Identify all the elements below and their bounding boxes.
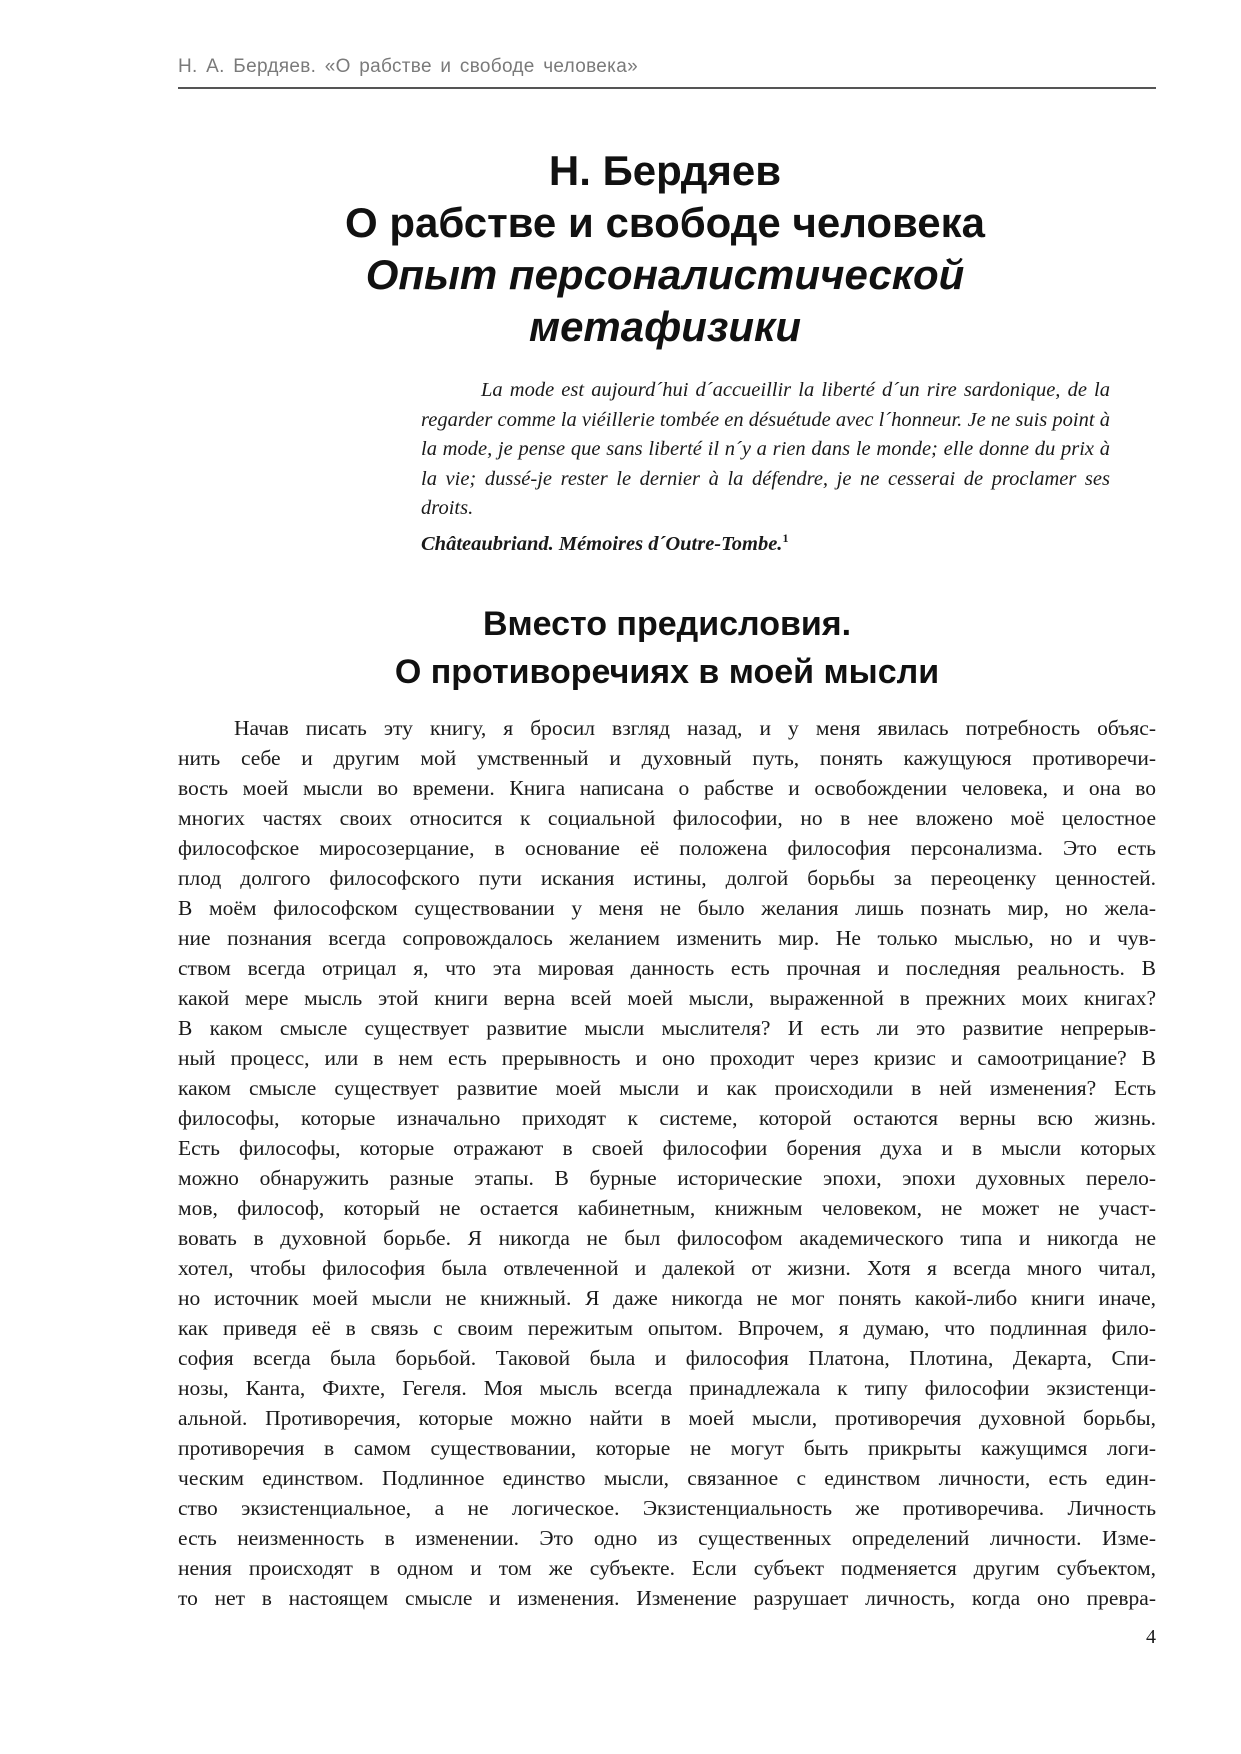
epigraph-line: elle donne du prix à la vie; dussé-je rester le dernier à la défendre, je ne — [421, 438, 1110, 490]
body-line: мов, философ, который не остается кабинетным, книжным человеком, не может не участ- — [178, 1196, 1156, 1220]
section-heading-line-1: Вместо предисловия. — [482, 605, 852, 643]
body-line: как приведя её в связь с своим пережитым опытом. Впрочем, я думаю, что подлинная фило- — [178, 1316, 1156, 1340]
header-divider — [178, 87, 1156, 89]
epigraph — [421, 376, 1110, 559]
epigraph-line: La mode est aujourd´hui d´accueillir la liberté d´un rire sardonique, — [481, 379, 1061, 401]
body-line: философское миросозерцание, в основание её положена философия персонализма. Это есть — [178, 836, 1156, 860]
body-line: нить себе и другим мой умственный и духовный путь, понять кажущуюся противоречи- — [178, 746, 1156, 770]
body-line: нения происходят в одном и том же субъекте. Если субъект подменяется другим субъектом, — [178, 1556, 1156, 1580]
body-line: хотел, чтобы философия была отвлеченной и далекой от жизни. Хотя я всегда много читал, — [178, 1256, 1156, 1280]
body-line: альной. Противоречия, которые можно найти в моей мысли, противоречия духовной борьбы, — [178, 1406, 1156, 1430]
body-line: Есть философы, которые отражают в своей философии борения духа и в мысли которых — [178, 1136, 1156, 1160]
body-line: вость моей мысли во времени. Книга написана о рабстве и освобождении человека, и она во — [178, 776, 1156, 800]
title-block — [250, 145, 1080, 353]
body-line: ческим единством. Подлинное единство мысли, связанное с единством личности, есть един- — [178, 1466, 1156, 1490]
body-line: ный процесс, или в нем есть прерывность и оно проходит через кризис и самоотрицание? В — [178, 1046, 1156, 1070]
section-heading — [178, 600, 1156, 696]
body-line: противоречия в самом существовании, которые не могут быть прикрыты кажущимся логи- — [178, 1436, 1156, 1460]
body-line: вовать в духовной борьбе. Я никогда не был философом академического типа и никогда не — [178, 1226, 1156, 1250]
section-heading-line-2: О противоречиях в моей мысли — [394, 653, 940, 691]
epigraph-text — [421, 376, 1110, 524]
page-number: 4 — [1146, 1626, 1156, 1648]
book-subtitle-line-2: метафизики — [529, 303, 801, 350]
epigraph-line: cesserai de proclamer ses droits. — [421, 467, 1110, 519]
body-line: В моём философском существовании у меня не было желания лишь познать мир, но жела- — [178, 896, 1156, 920]
body-line: философы, которые изначально приходят к системе, которой остаются верны всю жизнь. — [178, 1106, 1156, 1130]
running-header: Н. А. Бердяев. «О рабстве и свободе человека» — [178, 56, 638, 77]
epigraph-line: de la regarder comme la viéillerie tombée en désuétude avec l´honneur. Je — [421, 379, 1111, 431]
author-name: Н. Бердяев — [548, 147, 782, 194]
body-line: ством всегда отрицал я, что эта мировая данность есть прочная и последняя реальность. В — [178, 956, 1156, 980]
body-line: какой мере мысль этой книги верна всей моей мысли, выраженной в прежних моих книгах? — [178, 986, 1156, 1010]
body-line: есть неизменность в изменении. Это одно из существенных определений личности. Изме- — [178, 1526, 1156, 1550]
body-line: каком смысле существует развитие моей мысли и как происходили в ней изменения? Есть — [178, 1076, 1156, 1100]
book-subtitle-line-1: Опыт персоналистической — [365, 251, 965, 298]
epigraph-source-text: Châteaubriand. Mémoires d´Outre-Tombe. — [421, 532, 783, 555]
body-line: ние познания всегда сопровождалось желанием изменить мир. Не только мыслью, но и чув- — [178, 926, 1156, 950]
body-line: нозы, Канта, Фихте, Гегеля. Моя мысль всегда принадлежала к типу философии экзистенци- — [178, 1376, 1156, 1400]
body-line: Начав писать эту книгу, я бросил взгляд назад, и у меня явилась потребность объяс- — [234, 716, 1156, 740]
body-line: В каком смысле существует развитие мысли мыслителя? И есть ли это развитие непрерыв- — [178, 1016, 1156, 1040]
body-line: но источник моей мысли не книжный. Я даже никогда не мог понять какой-либо книги иначе, — [178, 1286, 1156, 1310]
body-line: можно обнаружить разные этапы. В бурные исторические эпохи, эпохи духовных перело- — [178, 1166, 1156, 1190]
body-paragraph — [178, 713, 1156, 1613]
epigraph-source — [421, 524, 1110, 559]
footnote-mark[interactable]: 1 — [782, 530, 789, 545]
body-line: ство экзистенциальное, а не логическое. Экзистенциальность же противоречива. Личность — [178, 1496, 1156, 1520]
body-line: многих частях своих относится к социальной философии, но в нее вложено моё целостное — [178, 806, 1156, 830]
body-line: софия всегда была борьбой. Таковой была и философия Платона, Плотина, Декарта, Спи- — [178, 1346, 1156, 1370]
body-line: плод долгого философского пути искания истины, долгой борьбы за переоценку ценностей. — [178, 866, 1156, 890]
book-title: О рабстве и свободе человека — [345, 199, 985, 246]
body-line: то нет в настоящем смысле и изменения. Изменение разрушает личность, когда оно превра- — [178, 1586, 1156, 1610]
epigraph-line: ne suis point à la mode, je pense que sans liberté il n´y a rien dans le monde; — [421, 408, 1110, 460]
